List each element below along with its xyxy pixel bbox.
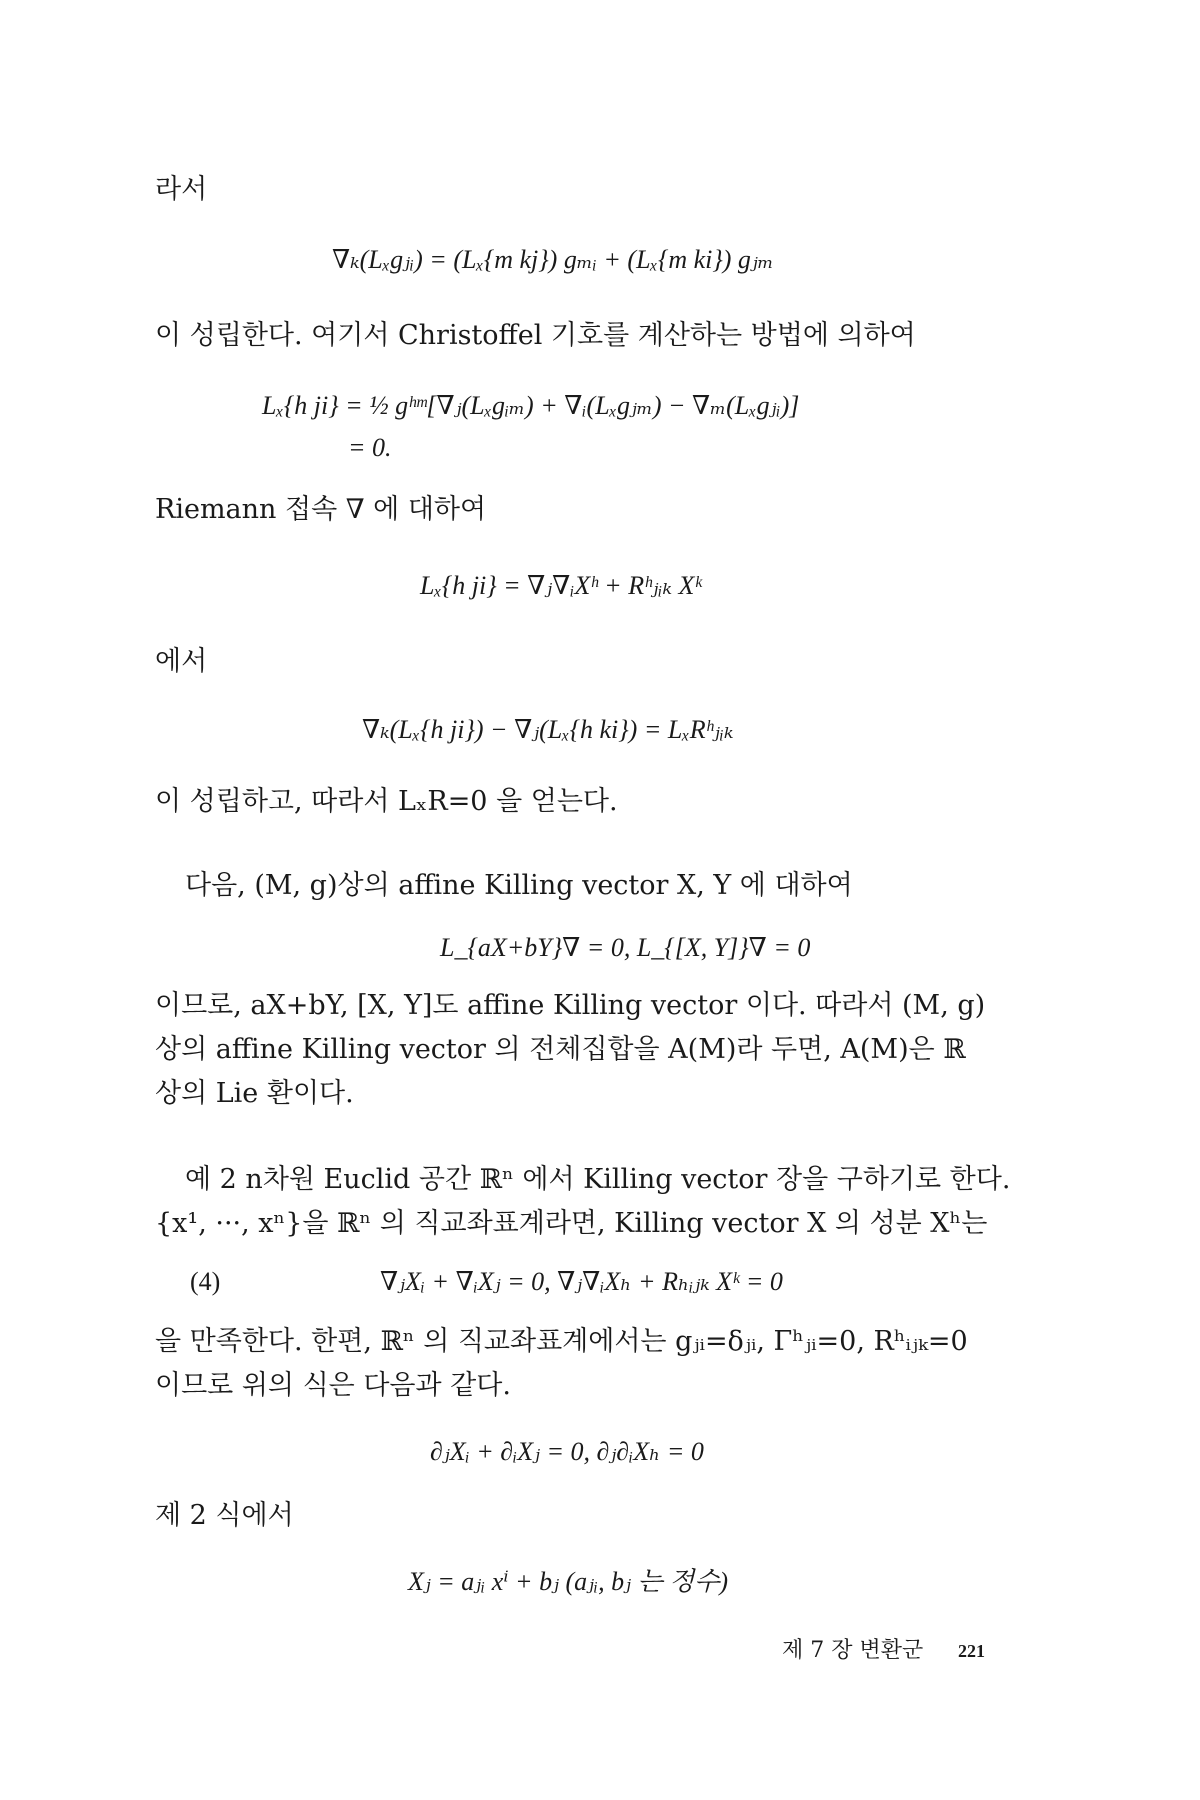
equation-5: L_{aX+bY}∇ = 0, L_{[X, Y]}∇ = 0 xyxy=(440,933,811,962)
equation-8: Xⱼ = aⱼᵢ xⁱ + bⱼ (aⱼᵢ, bⱼ 는 정수) xyxy=(408,1567,728,1596)
text-line-3: Riemann 접속 ∇ 에 대하여 xyxy=(155,494,487,525)
text-line-10: 예 2 n차원 Euclid 공간 ℝⁿ 에서 Killing vector 장을 구하기로 한다. xyxy=(185,1164,1011,1195)
text-line-8: 상의 affine Killing vector 의 전체집합을 A(M)라 두면, A(M)은 ℝ xyxy=(155,1034,966,1065)
page-number: 221 xyxy=(958,1641,985,1661)
text-line-12: 을 만족한다. 한편, ℝⁿ 의 직교좌표계에서는 gⱼᵢ=δⱼᵢ, Γʰⱼᵢ=0, Rʰᵢⱼₖ=0 xyxy=(155,1326,968,1357)
text-line-2: 이 성립한다. 여기서 Christoffel 기호를 계산하는 방법에 의하여 xyxy=(155,320,916,351)
equation-4: ∇ₖ(Lₓ{h ji}) − ∇ⱼ(Lₓ{h ki}) = LₓRʰⱼᵢₖ xyxy=(362,715,734,744)
equation-3: Lₓ{h ji} = ∇ⱼ∇ᵢXʰ + Rʰⱼᵢₖ Xᵏ xyxy=(420,571,702,600)
equation-2-continuation: = 0. xyxy=(348,433,392,462)
text-line-9: 상의 Lie 환이다. xyxy=(155,1078,354,1109)
text-line-11: {x¹, ···, xⁿ}을 ℝⁿ 의 직교좌표계라면, Killing vector X 의 성분 Xʰ는 xyxy=(155,1208,988,1239)
equation-number: (4) xyxy=(190,1267,221,1296)
text-line-5: 이 성립하고, 따라서 LₓR=0 을 얻는다. xyxy=(155,786,618,817)
text-line-6: 다음, (M, g)상의 affine Killing vector X, Y 에 대하여 xyxy=(185,870,853,901)
text-line-4: 에서 xyxy=(155,646,208,677)
equation-1: ∇ₖ(Lₓgⱼᵢ) = (Lₓ{m kj}) gₘᵢ + (Lₓ{m ki}) gⱼₘ xyxy=(332,245,774,274)
text-line-13: 이므로 위의 식은 다음과 같다. xyxy=(155,1370,511,1401)
chapter-title: 제 7 장 변환군 xyxy=(782,1638,924,1663)
equation-2: Lₓ{h ji} = ½ gʰᵐ[∇ⱼ(Lₓgᵢₘ) + ∇ᵢ(Lₓgⱼₘ) − ∇ₘ(Lₓgⱼᵢ)] xyxy=(262,391,800,420)
text-line-1: 라서 xyxy=(155,174,208,205)
text-line-7: 이므로, aX+bY, [X, Y]도 affine Killing vector 이다. 따라서 (M, g) xyxy=(155,990,986,1021)
text-line-14: 제 2 식에서 xyxy=(155,1500,294,1531)
equation-6: ∇ⱼXᵢ + ∇ᵢXⱼ = 0, ∇ⱼ∇ᵢXₕ + Rₕᵢⱼₖ Xᵏ = 0 xyxy=(380,1267,783,1296)
equation-7: ∂ⱼXᵢ + ∂ᵢXⱼ = 0, ∂ⱼ∂ᵢXₕ = 0 xyxy=(430,1437,704,1466)
